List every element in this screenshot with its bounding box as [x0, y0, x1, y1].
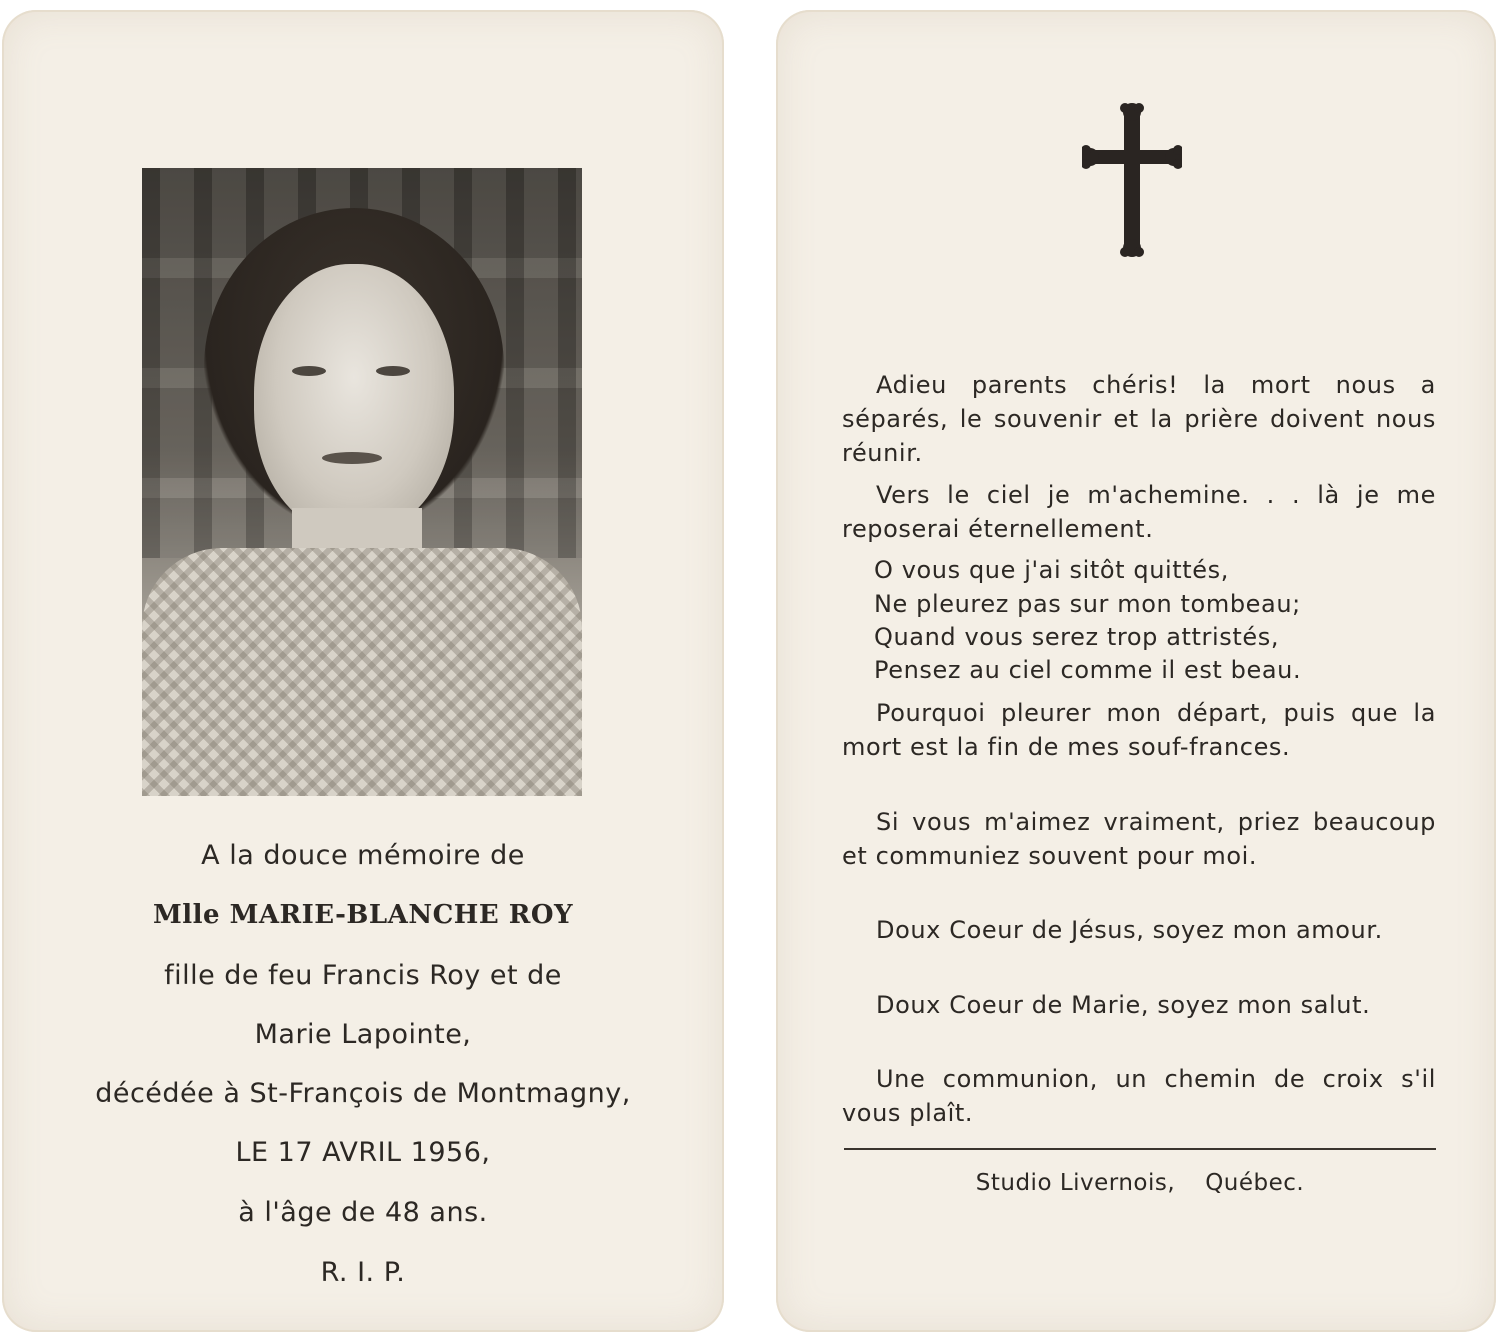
prayer-paragraph-2-text: Vers le ciel je m'achemine. . . là je me reposerai éternellement. [842, 481, 1436, 543]
portrait-photo [142, 168, 582, 796]
rip-text: R. I. P. [320, 1257, 406, 1288]
divider-rule [844, 1148, 1436, 1150]
parents-line-1: fille de feu Francis Roy et de [164, 960, 562, 991]
age-at-death: à l'âge de 48 ans. [238, 1197, 488, 1228]
death-date: LE 17 AVRIL 1956, [235, 1137, 491, 1168]
photo-right-eye [376, 366, 410, 376]
photo-left-eye [292, 366, 326, 376]
prayer-paragraph-4-text: Si vous m'aimez vraiment, priez beaucoup et communiez souvent pour moi. [842, 808, 1436, 870]
prayer-paragraph-1-text: Adieu parents chéris! la mort nous a séparés, le souvenir et la prière doivent nous réunir. [842, 371, 1436, 467]
memorial-card-front [2, 10, 724, 1332]
poem-line-2: Ne pleurez pas sur mon tombeau; [874, 590, 1301, 618]
photo-mouth [322, 452, 382, 464]
poem-line-4: Pensez au ciel comme il est beau. [874, 656, 1302, 684]
photo-face [254, 264, 454, 534]
poem-line-1: O vous que j'ai sitôt quittés, [874, 556, 1229, 584]
prayer-paragraph-7-text: Une communion, un chemin de croix s'il vous plaît. [842, 1065, 1436, 1127]
prayer-paragraph-5 [842, 913, 1436, 947]
deceased-name: Mlle MARIE-BLANCHE ROY [152, 900, 574, 930]
prayer-paragraph-2 [842, 478, 1436, 546]
prayer-paragraph-3 [842, 696, 1436, 764]
prayer-paragraph-7 [842, 1062, 1436, 1130]
prayer-paragraph-1 [842, 368, 1436, 470]
prayer-paragraph-6 [842, 988, 1436, 1022]
prayer-paragraph-6-text: Doux Coeur de Marie, soyez mon salut. [876, 991, 1371, 1019]
prayer-paragraph-3-text: Pourquoi pleurer mon départ, puis que la mort est la fin de mes souf-frances. [842, 699, 1436, 761]
prayer-paragraph-5-text: Doux Coeur de Jésus, soyez mon amour. [876, 916, 1383, 944]
death-place: décédée à St-François de Montmagny, [95, 1078, 631, 1109]
studio-name: Studio Livernois, [975, 1170, 1176, 1196]
studio-credit [844, 1170, 1436, 1196]
memorial-card-back [776, 10, 1496, 1332]
cross-icon [1082, 100, 1182, 260]
parents-line-2: Marie Lapointe, [254, 1019, 472, 1050]
poem-line-3: Quand vous serez trop attristés, [874, 623, 1280, 651]
prayer-paragraph-4 [842, 805, 1436, 873]
studio-city: Québec. [1205, 1170, 1305, 1196]
photo-sweater [142, 548, 582, 796]
memorial-intro: A la douce mémoire de [201, 840, 525, 871]
